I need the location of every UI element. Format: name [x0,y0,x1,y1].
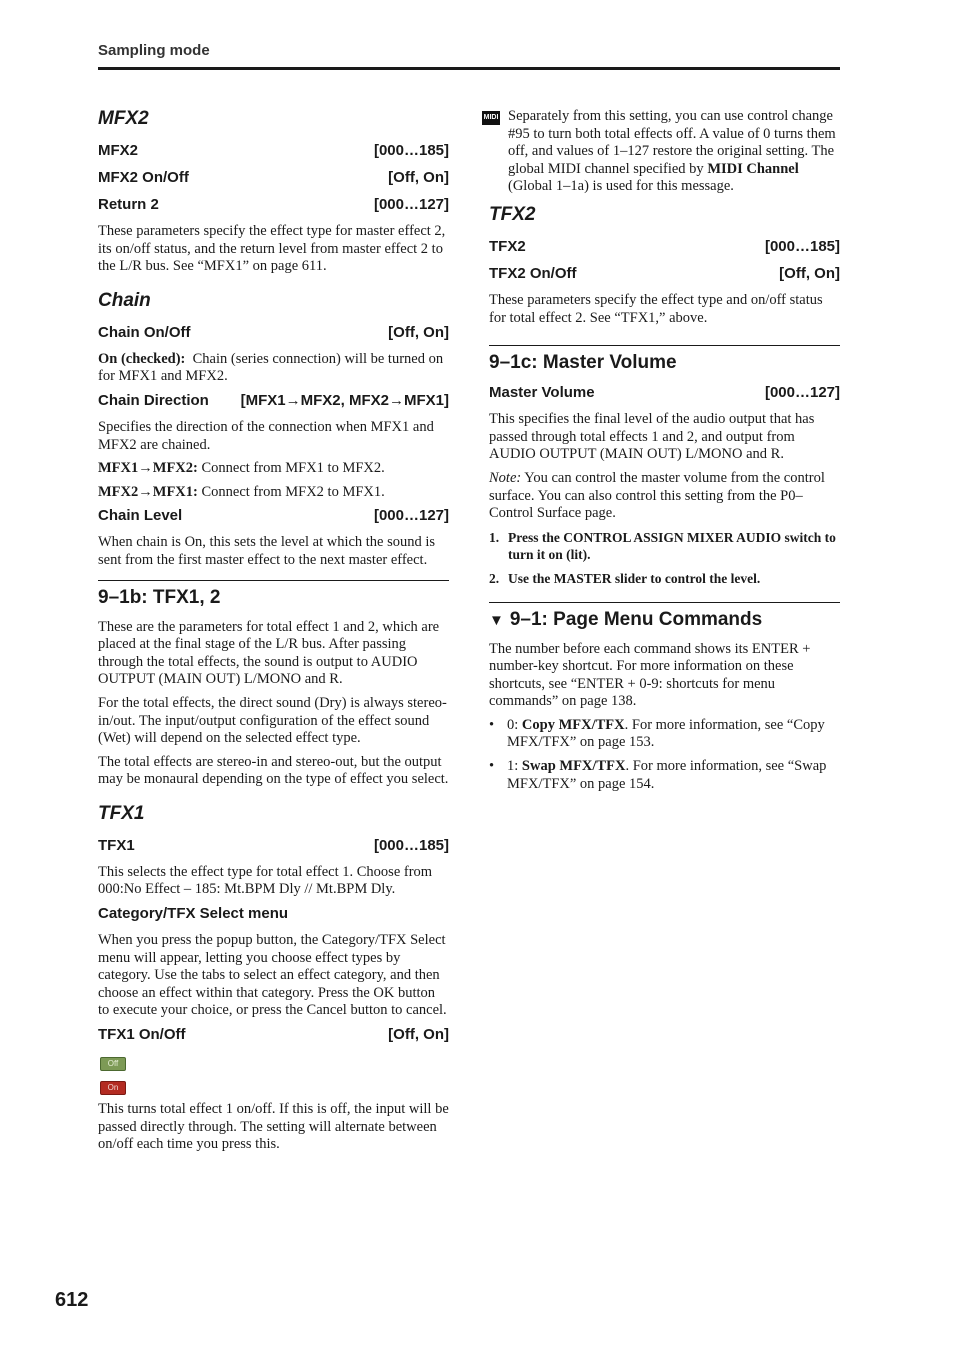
midi-note [482,108,840,196]
chain-direction-description: Specifies the direction of the connection when MFX1 and MFX2 are chained. [98,418,434,453]
param-name: MFX2 On/Off [98,169,189,186]
tfx-paragraph-2: For the total effects, the direct sound (Dry) is always stereo-in/out. The input/output configuration of the effect sound (Wet) will depend on the selected effect type. [98,694,447,747]
param-name: TFX1 [98,836,135,854]
page-menu-description: The number before each command shows its ENTER + number-key shortcut. For more information on these shortcuts, see “ENTER + 0-9: shortcuts for menu commands” on page 138. [489,640,811,710]
param-range: [Off, On] [779,264,840,282]
master-volume-note: Note: You can control the master volume from the control surface. You can also control this setting from the P0– Control Surface page. [489,469,825,522]
param-chain-direction [98,392,449,409]
term: On (checked): [98,350,186,367]
tfx2-heading: TFX2 [489,203,536,225]
param-range: [000…185] [764,237,840,255]
term: MFX2→MFX1: [98,483,198,500]
tfx-paragraph-3: The total effects are stereo-in and stereo-out, but the output may be monaural depending on the type of effect you select. [98,753,449,788]
on-button-icon: On [100,1081,126,1095]
list-item: • 1: Swap MFX/TFX. For more information, see “Swap MFX/TFX” on page 154. [489,758,827,792]
param-name: Chain Direction [98,391,209,409]
left-column [98,108,449,1160]
list-item: • 0: Copy MFX/TFX. For more information, see “Copy MFX/TFX” on page 153. [489,716,825,751]
param-name: Chain Level [98,507,183,525]
param-range: [000…127] [764,384,840,402]
param-name: Return 2 [98,196,159,213]
param-range: [MFX1→MFX2, MFX2→MFX1] [240,391,449,409]
param-master-volume [489,384,840,401]
param-range: [Off, On] [388,169,449,186]
param-range: [Off, On] [388,323,449,341]
param-name: Chain On/Off [98,323,191,341]
midi-icon: MIDI [482,111,500,125]
param-tfx2 [489,238,840,255]
param-range: [000…127] [373,196,449,213]
param-range: [Off, On] [388,1026,449,1044]
chain-level-description: When chain is On, this sets the level at which the sound is sent from the first master effect to the next master effect. [98,534,436,568]
param-tfx2-onoff [489,265,840,282]
term: MFX1→MFX2: [98,460,198,477]
param-tfx1-onoff [98,1026,449,1043]
tfx1-onoff-description: This turns total effect 1 on/off. If this is off, the input will be passed directly through. The setting will alternate between on/off each time you press this. [98,1101,449,1153]
master-volume-description: This specifies the final level of the audio output that has passed through total effects 1 and 2, and output from AUDIO OUTPUT (MAIN OUT) L/MONO and R. [489,411,815,463]
mfx2-description: These parameters specify the effect type for master effect 2, its on/off status, and the return level from master effect 2 to the L/R bus. See “MFX1” on page 611. [98,223,446,275]
step-item: 2. Use the MASTER slider to control the level. [489,570,761,586]
param-tfx1 [98,837,449,854]
param-name: TFX2 On/Off [489,264,577,282]
param-chain-level [98,507,449,524]
page-number: 612 [55,1289,89,1311]
chain-onoff-description: On (checked): Chain (series connection) will be turned on for MFX1 and MFX2. [98,350,444,385]
tfx1-heading: TFX1 [98,802,145,824]
step-item: 1. Press the CONTROL ASSIGN MIXER AUDIO switch to turn it on (lit). [489,529,836,563]
header-rule [98,67,840,70]
bullet-icon: • [489,758,495,775]
param-range: [000…185] [373,142,449,159]
tfx2-description: These parameters specify the effect type and on/off status for total effect 2. See “TFX1,” above. [489,291,823,326]
param-range: [000…127] [373,507,449,525]
right-column [482,108,840,799]
param-name: TFX1 On/Off [98,1026,186,1044]
param-chain-onoff [98,324,449,341]
section-title-page-menu: ▼ 9–1: Page Menu Commands [489,602,840,631]
bullet-icon: • [489,716,495,733]
section-title-master-volume: 9–1c: Master Volume [489,345,840,374]
param-mfx2-onoff [98,169,449,186]
category-menu-title: Category/TFX Select menu [98,905,289,923]
off-button-icon: Off [100,1057,126,1071]
tfx-paragraph-1: These are the parameters for total effect 1 and 2, which are placed at the final stage of the L/R bus. After passing through the total effects, the sound is output to AUDIO OUTPUT (MAIN OUT) L/MONO and R. [98,618,440,688]
param-name: Master Volume [489,384,595,402]
chain-heading: Chain [98,289,151,311]
chain-option-1: MFX1→MFX2: Connect from MFX1 to MFX2. [98,460,385,477]
param-return2 [98,196,449,213]
chain-option-2: MFX2→MFX1: Connect from MFX2 to MFX1. [98,483,385,500]
param-range: [000…185] [373,836,449,854]
param-name: MFX2 [98,142,139,159]
param-name: TFX2 [489,237,526,255]
mfx2-heading: MFX2 [98,108,149,129]
category-menu-description: When you press the popup button, the Category/TFX Select menu will appear, letting you choose effect types by category. Use the tabs to select an effect category, and then choose an effect within that category. Press the OK button to execute your choice, or press the Cancel button to cancel. [98,932,447,1019]
midi-note-text: Separately from this setting, you can use control change #95 to turn both total effects off. A value of 0 turns them off, and values of 1–127 restore the original setting. The global MIDI channel specified by MIDI Channel (Global 1–1a) is used for this message. [508,108,836,195]
tfx1-description: This selects the effect type for total effect 1. Choose from 000:No Effect – 185: Mt.BPM Dly // Mt.BPM Dly. [98,863,433,898]
triangle-down-icon: ▼ [489,611,504,629]
section-title-tfx: 9–1b: TFX1, 2 [98,580,449,609]
running-header: Sampling mode [98,42,210,59]
param-mfx2 [98,142,449,159]
